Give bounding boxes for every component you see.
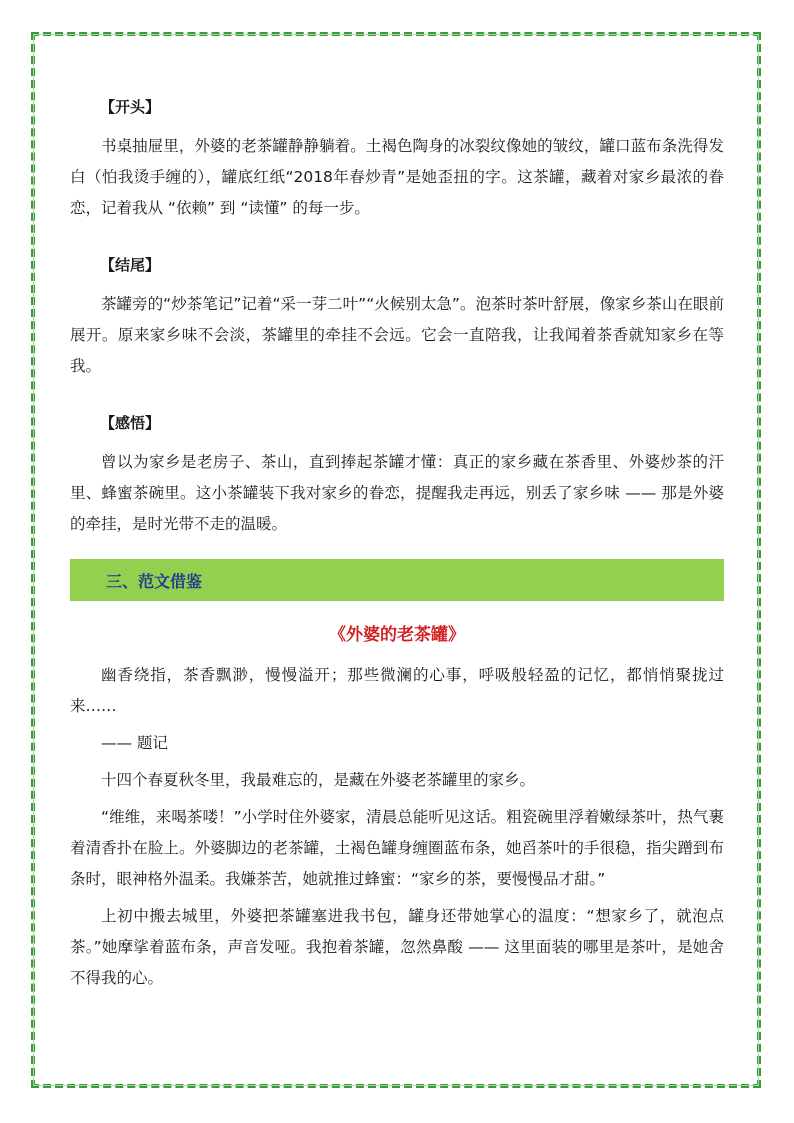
section-heading: 【感悟】 bbox=[100, 414, 161, 432]
section-reflection bbox=[70, 412, 724, 540]
essay-title: 《外婆的老茶罐》 bbox=[329, 625, 465, 645]
essay-body bbox=[70, 660, 724, 994]
section-banner bbox=[70, 559, 724, 601]
section-opening bbox=[70, 96, 724, 224]
section-heading: 【开头】 bbox=[100, 98, 161, 116]
section-text: 茶罐旁的“炒茶笔记”记着“采一芽二叶”“火候别太急”。泡茶时茶叶舒展，像家乡茶山在眼前展开。原来家乡味不会淡，茶罐里的牵挂不会远。它会一直陪我，让我闻着茶香就知家乡在等我。 bbox=[70, 295, 724, 375]
section-heading: 【结尾】 bbox=[100, 256, 161, 274]
essay-paragraph: 上初中搬去城里，外婆把茶罐塞进我书包，罐身还带她掌心的温度：“想家乡了，就泡点茶。”她摩挲着蓝布条，声音发哑。我抱着茶罐，忽然鼻酸 —— 这里面装的哪里是茶叶，是她舍不得我的心。 bbox=[70, 907, 724, 987]
section-text: 书桌抽屉里，外婆的老茶罐静静躺着。土褐色陶身的冰裂纹像她的皱纹，罐口蓝布条洗得发白（怕我烫手缠的），罐底红纸“2018年春炒青”是她歪扭的字。这茶罐，藏着对家乡最浓的眷恋，记着我从 “依赖” 到 “读懂” 的每一步。 bbox=[70, 137, 724, 217]
essay-paragraph: 幽香绕指，茶香飘渺，慢慢溢开；那些微澜的心事，呼吸般轻盈的记忆，都悄悄聚拢过来…… bbox=[70, 666, 724, 715]
section-text: 曾以为家乡是老房子、茶山，直到捧起茶罐才懂：真正的家乡藏在茶香里、外婆炒茶的汗里、蜂蜜茶碗里。这小茶罐装下我对家乡的眷恋，提醒我走再远，别丢了家乡味 —— 那是外婆的牵挂，是时光带不走的温暖。 bbox=[70, 453, 724, 533]
essay-paragraph: “维维，来喝茶喽！”小学时住外婆家，清晨总能听见这话。粗瓷碗里浮着嫩绿茶叶，热气裹着清香扑在脸上。外婆脚边的老茶罐，土褐色罐身缠圈蓝布条，她舀茶叶的手很稳，指尖蹭到布条时，眼神格外温柔。我嫌茶苦，她就推过蜂蜜：“家乡的茶，要慢慢品才甜。” bbox=[70, 808, 724, 888]
essay-epigraph-note: —— 题记 bbox=[101, 734, 168, 752]
document-body bbox=[70, 96, 724, 1000]
banner-label: 三、范文借鉴 bbox=[106, 571, 203, 591]
section-ending bbox=[70, 254, 724, 382]
essay-paragraph: 十四个春夏秋冬里，我最难忘的，是藏在外婆老茶罐里的家乡。 bbox=[101, 771, 536, 789]
